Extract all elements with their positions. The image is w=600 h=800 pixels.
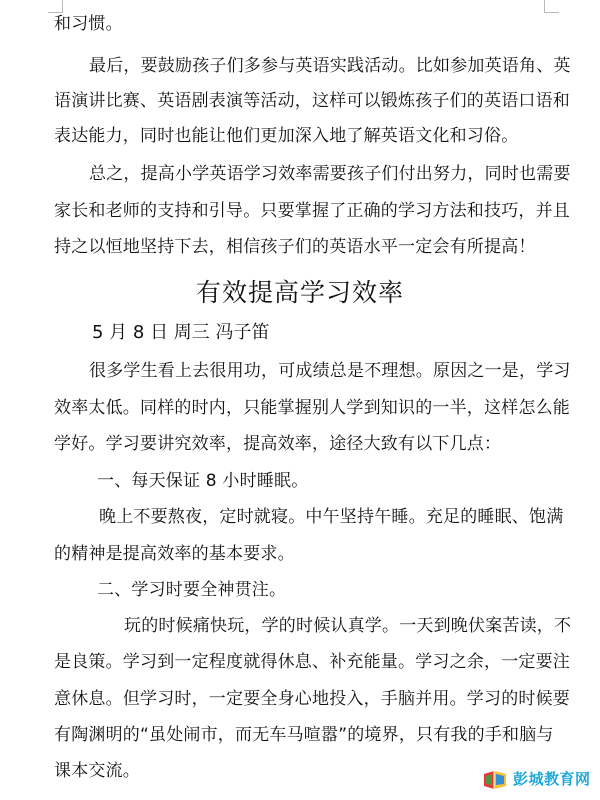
- page-corner-mark-left: [48, 0, 63, 13]
- paragraph-line: 语演讲比赛、英语剧表演等活动，这样可以锻炼孩子们的英语口语和: [54, 91, 570, 111]
- paragraph-line: 有陶渊明的“虽处闹市，而无车马喧嚣”的境界，只有我的手和脑与: [54, 725, 554, 745]
- section-heading: 一、每天保证 8 小时睡眠。: [97, 471, 309, 491]
- paragraph-line: 和习惯。: [54, 14, 123, 34]
- watermark-text: 彭城教育网: [513, 770, 591, 788]
- paragraph-line: 晚上不要熬夜，定时就寝。中午坚持午睡。充足的睡眠、饱满: [99, 507, 564, 527]
- paragraph-line: 很多学生看上去很用功，可成绩总是不理想。原因之一是，学习: [89, 361, 571, 381]
- paragraph-line: 是良策。学习到一定程度就得休息、补充能量。学习之余，一定要注: [54, 652, 570, 672]
- paragraph-line: 家长和老师的支持和引导。只要掌握了正确的学习方法和技巧，并且: [54, 201, 570, 221]
- paragraph-line: 的精神是提高效率的基本要求。: [54, 544, 295, 564]
- paragraph-line: 课本交流。: [54, 761, 140, 781]
- page-corner-mark-right: [544, 0, 559, 13]
- article-byline: 5 月 8 日 周三 冯子笛: [92, 322, 270, 343]
- section-heading: 二、学习时要全神贯注。: [97, 580, 287, 600]
- paragraph-line: 表达能力，同时也能让他们更加深入地了解英语文化和习俗。: [54, 126, 519, 146]
- paragraph-line: 最后，要鼓励孩子们多参与英语实践活动。比如参加英语角、英: [89, 56, 571, 76]
- colored-books-icon: [482, 766, 508, 792]
- paragraph-line: 效率太低。同样的时内，只能掌握别人学到知识的一半，这样怎么能: [54, 398, 570, 418]
- paragraph-line: 持之以恒地坚持下去，相信孩子们的英语水平一定会有所提高！: [54, 237, 536, 257]
- paragraph-line: 意休息。但学习时，一定要全身心地投入，手脑并用。学习的时候要: [54, 689, 570, 709]
- article-title: 有效提高学习效率: [195, 278, 404, 307]
- paragraph-line: 学好。学习要讲究效率，提高效率，途径大致有以下几点：: [54, 434, 502, 454]
- paragraph-line: 玩的时候痛快玩，学的时候认真学。一天到晚伏案苦读，不: [124, 616, 572, 636]
- paragraph-line: 总之，提高小学英语学习效率需要孩子们付出努力，同时也需要: [89, 164, 571, 184]
- site-watermark: [482, 763, 594, 795]
